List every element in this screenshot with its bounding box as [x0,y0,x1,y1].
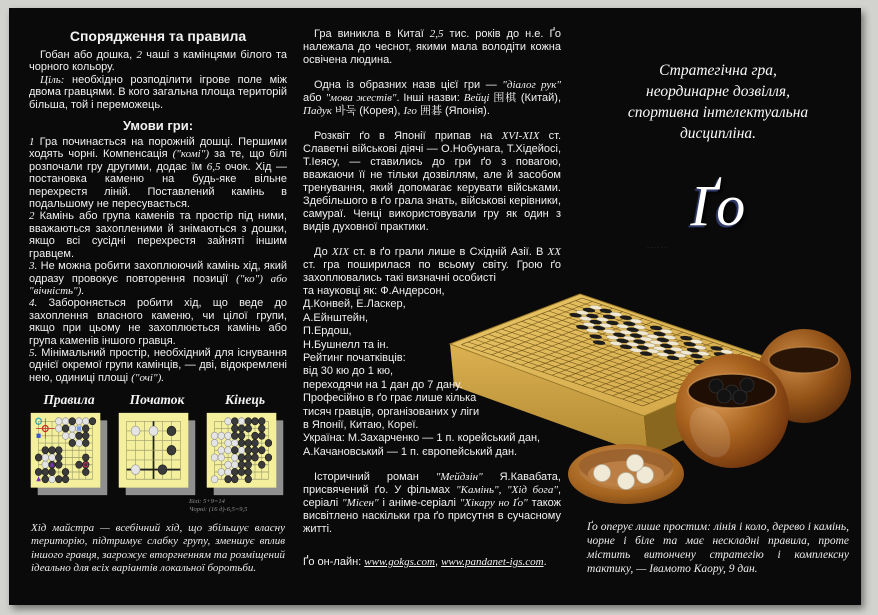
text-run: До [314,246,332,258]
text-run: 5. [29,346,38,359]
text-run: ст. Славетні військові діячі — О.Нобунага, Т.Хідейосі, Т.Іеясу, — ставились до гри ґо з повагою, вважаючи її не тільки дозвіллям, але й засобом тренування, який допомагає керувати військами. Здебільшого в ґо грала знать, військові керівники, самураї. Ченці використовували гру як один з видів духовної практики. [303,130,561,233]
text-run: необхідно розподілити ігрове поле між двома гравцями. В кого загальна площа територій більша, той і переможець. [29,73,287,111]
text-run: ("ко") або "вічність"). [29,272,287,297]
fineprint: ······ [647,245,668,251]
text-line: Україна: М.Захарченко — 1 п. корейський дан, [303,432,541,445]
text-run: 2 [136,49,142,61]
text-line: в Японії, Китаю, Кореї. [303,419,419,432]
text-run: 囲碁 (Японія). [416,105,490,117]
text-run: , серіалі [303,484,562,510]
text-line: Н.Бушнелл та ін. [303,338,389,351]
online-line [303,556,561,569]
text-run: XVI-XIX [501,130,540,142]
paragraph-japan [303,130,561,234]
text-line: неординарне дозвілля, [646,83,790,100]
ukraine-lines [303,432,561,459]
text-run: Історичний роман [314,471,436,484]
stone-dish [568,444,684,504]
text-run: "Хікару но Ґо" [459,497,528,510]
wrapped-lines [303,285,480,432]
text-run: "Мейдзін" [435,471,483,484]
text-run: Іго [403,105,417,117]
text-run: Гобан або дошка, [40,49,137,61]
rule-4 [29,297,287,347]
text-line: Білі: 5+9=14 [189,498,225,506]
text-run: також висвітлено наскільки гра ґо присутня в сучасному житті. [303,497,561,536]
cover-title: Ґо [690,173,746,238]
text-run: Розквіт ґо в Японії припав на [314,130,502,142]
text-run: Падук [303,105,332,117]
text-run: Забороняється робити хід, що веде до захоплення власного каменю, чи цілої групи, якщо при цьому не захоплюється камінь або група каменів іншого гравця. [29,297,287,347]
text-line: тисяч гравців, організованих у ліги [303,405,480,418]
board-diagram-rules [29,411,109,497]
text-run: 2,5 [429,28,444,40]
text-run: "мова жестів" [325,92,397,104]
slogan [585,60,851,144]
text-run: ("очі"). [131,371,165,384]
board-diagrams [29,411,287,497]
link-gokgs[interactable]: www.gokgs.com [364,556,435,569]
text-run: Камінь або група каменів та простір під ними, вважаються захопленими й знімаються з дошки, якщо всі сусідні перехрестя зайняті іншим гравцем. [29,210,287,260]
text-run: ("комі") [172,148,210,161]
text-run: "Камінь", "Хід бога" [456,484,558,497]
text-run: 바둑 (Корея), [331,105,404,117]
text-line: Рейтинг початківців: [303,352,406,365]
text-line: Стратегічна гра, [659,62,777,79]
text-run: 3. [29,260,38,273]
text-run: "Місен" [342,497,379,510]
text-run: 4. [29,297,38,310]
text-run: Одна із образних назв цієї гри — [314,79,503,91]
brochure-page [9,8,861,605]
right-panel [585,34,851,251]
paragraph-equipment [29,49,287,74]
text-run: Гра починається на порожній дошці. Першими ходять чорні. Компенсація [29,136,287,161]
paragraph-spread [303,246,561,285]
rules-title: Умови гри: [122,118,194,134]
text-line: Професійно в ґо грає лише кілька [303,392,477,405]
text-run: ст. в ґо грали лише в Східній Азії. В [349,246,548,258]
text-run: . [543,556,547,569]
text-run: Мінімальний простір, необхідний для існування однієї окремої групи камінців, — дві, відокремлені нею, одиниці площі [29,346,287,384]
diagram-labels [29,392,287,408]
text-run: "діалог рук" [502,79,561,91]
text-run: Ціль: [40,73,65,86]
text-line: А.Качановський — 1 п. європейський дан. [303,445,518,458]
section-title: Спорядження та правила [69,28,247,44]
text-run: 2 [29,210,35,223]
text-line: переходячи на 1 дан до 7 дану. [303,378,463,391]
text-run: або [303,92,326,104]
text-run: 6,5 [206,160,221,173]
middle-panel [303,28,561,569]
text-line: Д.Конвей, Е.Ласкер, [303,298,406,311]
text-run: чаші з камінцями білого та чорного кольору. [29,49,288,74]
text-run: Не можна робити захоплюючий камінь хід, який одразу провокує повторення позиції [29,260,287,285]
text-run: очок. Хід — постановка каменю на будь-яке вільне перехрестя ліній. Поставлений камінь в подальшому не пересувається. [29,160,287,211]
iwamoto-quote: Ґо оперує лише простим: лінія і коло, дерево і камінь, чорне і біле та має нескладні правила, проте містить витончену стратегію і комплексну тактику, — Івамото Каору, 9 дан. [587,521,849,575]
rule-2 [29,210,287,260]
paragraph-names [303,79,561,118]
text-run: , [434,556,442,569]
rule-5 [29,347,287,384]
text-run: Я.Кавабата, присвячений ґо. У фільмах [303,471,561,497]
paragraph-goal [29,74,287,111]
stone-bowl-front [675,354,789,468]
diagram-label-rules: Правила [43,392,95,408]
text-run: тис. років до н.е. Ґо належала до чеснот, якими мала володіти кожна освічена людина. [303,28,561,66]
board-diagram-end [205,411,285,497]
diagram-label-end: Кінець [224,392,266,408]
text-line: та науковці як: Ф.Андерсон, [303,285,445,297]
text-run: 1 [29,136,35,149]
paragraph-culture [303,471,561,536]
paragraph-origin [303,28,561,67]
rule-3 [29,260,287,297]
text-run: . Інші назви: [396,92,464,104]
text-line: А.Ейнштейн, [303,311,369,324]
text-line: П.Ердош, [303,325,352,338]
text-run: Гра виникла в Китаї [314,28,430,40]
text-line: від 30 кю до 1 кю, [303,365,394,378]
master-move-note: Хід майстра — всебічний хід, що збільшує власну територію, підтримує слабку групу, зменшує вплив іншого гравця, загрожує вторгненням та розміщений ідеально для всіх варіантів локальної боротьби. [31,522,285,574]
text-run: за те, що білі розпочали гру другими, додає їм [29,148,287,173]
diagram-label-start: Початок [129,392,185,408]
text-line: спортивна інтелектуальна [627,104,809,121]
text-run: 围棋 (Китай), [489,92,562,104]
left-panel [29,26,287,575]
text-run: XX [547,246,561,258]
text-run: і аніме-серіалі [378,497,460,510]
text-run: Ґо он-лайн: [303,556,365,569]
text-run: XIX [331,246,350,258]
text-run: ст. гра поширилася по всьому світу. Грою ґо захоплювались такі визначні особисті [303,259,561,284]
text-line: дисципліна. [679,125,757,142]
link-pandanet[interactable]: www.pandanet-igs.com [441,556,544,569]
text-line: Чорні: (16 д)-6,5=9,5 [189,506,248,514]
score-caption [189,498,287,514]
rule-1 [29,136,287,210]
text-run: Вейці [463,92,490,104]
board-diagram-start [117,411,197,497]
